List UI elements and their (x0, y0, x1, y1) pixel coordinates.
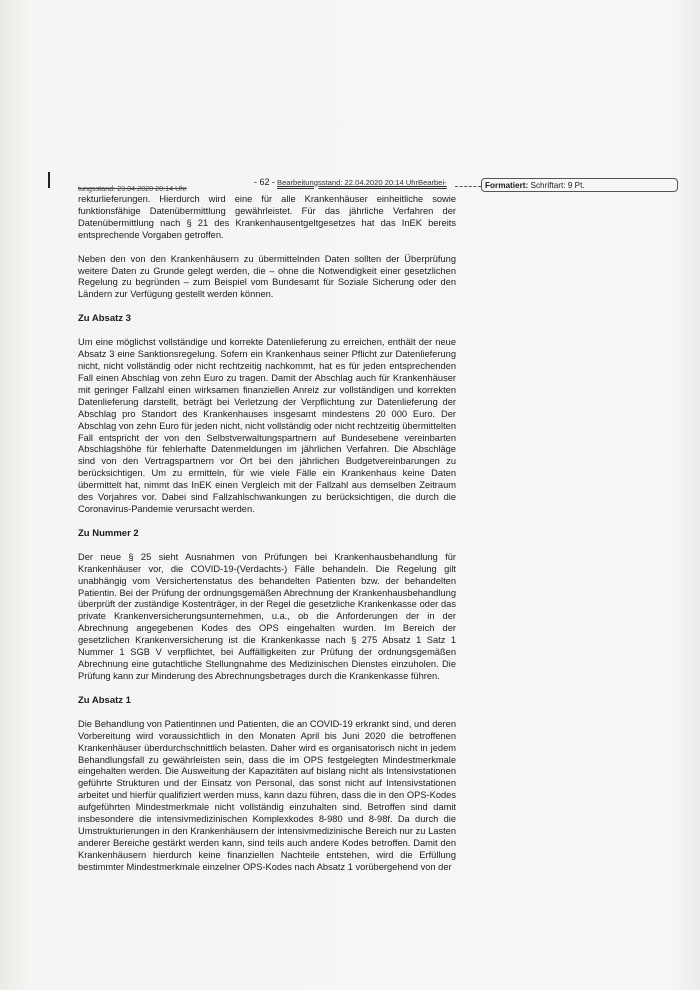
comment-label: Formatiert: (485, 181, 529, 190)
paragraph: Neben den von den Krankenhäusern zu übermittelnden Daten sollten der Überprüfung weitere Daten zu Grunde gelegt werden, die – ohne die Notwendigkeit einer gesetzlichen Regelung zu begründen – zum Beispiel vom Bundesamt für Soziale Sicherung oder den Ländern zur Verfügung gestellt werden können. (78, 253, 456, 300)
section-heading: Zu Absatz 3 (78, 313, 131, 325)
document-body (78, 194, 456, 886)
page-number: - 62 - (254, 177, 276, 187)
section-heading: Zu Nummer 2 (78, 527, 139, 539)
paragraph: Der neue § 25 sieht Ausnahmen von Prüfungen bei Krankenhausbehandlung für Krankenhäuser vor, die COVID-19-(Verdachts-) Fälle behandeln. Die Regelung gilt unabhängig vom Versichertenstatus des behandelten Patienten bzw. der behandelten Patientin. Bei der Prüfung der ordnungsgemäßen Abrechnung der Krankenhausbehandlung überprüft der zuständige Kostenträger, in der Regel die gesetzliche Krankenkasse oder das private Krankenversicherungsunternehmen, u.a., ob die Anforderungen der in der Abrechnung angegebenen Kodes des OPS eingehalten wurden. Im Bereich der gesetzlichen Krankenversicherung ist die Krankenkasse nach § 275 Absatz 1 Satz 1 Nummer 1 SGB V verpflichtet, bei Auffälligkeiten zur Prüfung der ordnungsgemäßen Abrechnung eine gutachtliche Stellungnahme des Medizinischen Dienstes einzuholen. Die Prüfung kann zur Minderung des Abrechnungsbetrages durch die Krankenkasse führen. (78, 551, 456, 681)
header-changed-status: Bearbeitungsstand: 22.04.2020 20:14 UhrBearbei- (277, 178, 447, 187)
paragraph: Die Behandlung von Patientinnen und Patienten, die an COVID-19 erkrankt sind, und deren Vorbereitung wird voraussichtlich in den Monaten April bis Juni 2020 die betroffenen Krankenhäuser überdurchschnittlich belasten. Daher wird es organisatorisch nicht in jedem Behandlungsfall zu gewährleisten sein, dass die im OPS festgelegten Mindestmerkmale eingehalten werden. Die Ausweitung der Kapazitäten auf bislang nicht als Intensivstationen geführte Strukturen und der Einsatz von Personal, das sonst nicht auf Intensivstationen arbeitet und hierfür qualifiziert werden muss, kann dazu führen, dass die in den OPS-Kodes aufgeführten Mindestmerkmale nicht vollständig einzuhalten sind. Betroffen sind damit insbesondere die intensivmedizinischen Komplexkodes 8-980 und 8-98f. Da durch die Umstrukturierungen in den Krankenhäusern der intensivmedizinische Bereich nur zu Lasten anderer Bereiche gestärkt werden kann, sind teils auch andere Kodes betroffen. Damit den Krankenhäusern hierdurch keine finanziellen Nachteile entstehen, wird die Erfüllung bestimmter Mindestmerkmale einzelner OPS-Kodes nach Absatz 1 vorübergehend von der (78, 718, 456, 872)
format-comment-balloon[interactable] (481, 178, 678, 192)
section-heading: Zu Absatz 1 (78, 694, 131, 706)
change-margin-bar (48, 172, 50, 188)
paragraph: Um eine möglichst vollständige und korrekte Datenlieferung zu erreichen, enthält der neue Absatz 3 eine Sanktionsregelung. Sofern ein Krankenhaus seiner Pflicht zur Datenlieferung nicht, nicht vollständig oder nicht rechtzeitig nachkommt, hat es für jeden entsprechenden Fall einen Abschlag von zehn Euro zu tragen. Damit der Abschlag auch für Krankenhäuser mit geringer Fallzahl einen wirksamen finanziellen Anreiz zur vollständigen und korrekten Datenlieferung darstellt, beträgt bei Verletzung der Verpflichtung zur Datenlieferung der Abschlag pro Standort des Krankenhauses insgesamt mindestens 20 000 Euro. Der Abschlag von zehn Euro für jeden nicht, nicht vollständig oder nicht rechtzeitig übermittelten Fall entspricht der von den Selbstverwaltungspartnern auf Bundesebene vereinbarten Abschlagshöhe für fehlerhafte Datenmeldungen im jährlichen Verfahren. Die Abschläge sind von den Vertragspartnern vor Ort bei den jährlichen Budgetvereinbarungen zu berücksichtigen. Um zu ermitteln, für wie viele Fälle ein Krankenhaus keine Daten übermittelt hat, nimmt das InEK einen Vergleich mit der Fallzahl aus demselben Zeitraum des Vorjahres vor. Dabei sind Fallzahlschwankungen zu berücksichtigen, die durch die Coronavirus-Pandemie verursacht werden. (78, 337, 456, 514)
header-struck-status: tungsstand: 23.04.2020 20:14 Uhr (78, 184, 187, 193)
paragraph: rekturlieferungen. Hierdurch wird eine für alle Krankenhäuser einheitliche sowie funktionsfähige Datenübermittlung gewährleistet. Für das jährliche Verfahren der Datenübermittlung nach § 21 des Krankenhausentgeltgesetzes hat das InEK bereits entsprechende Vorgaben getroffen. (78, 194, 456, 240)
comment-value: Schriftart: 9 Pt. (528, 181, 585, 190)
comment-connector (455, 186, 481, 187)
page-header (78, 178, 478, 192)
